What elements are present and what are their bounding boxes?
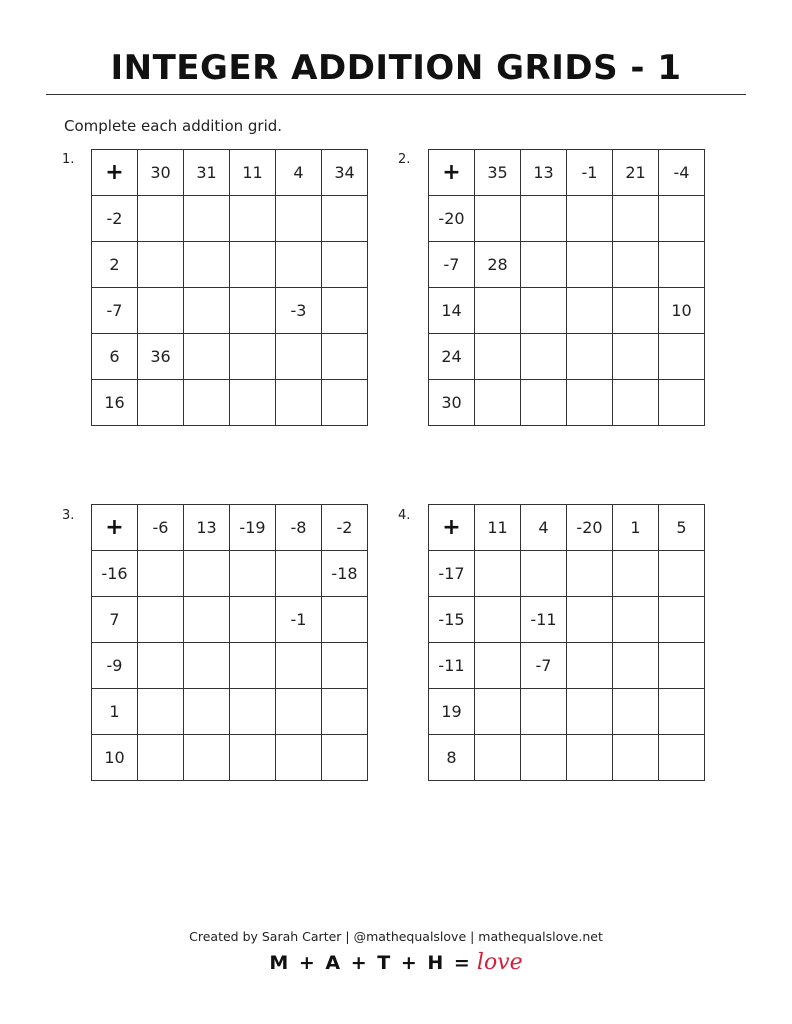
grid-row [92, 242, 368, 288]
grid-cell: -18 [322, 551, 368, 597]
grid-column-header: 30 [138, 150, 184, 196]
grid-cell [567, 689, 613, 735]
grid-cell [276, 196, 322, 242]
grid-cell [184, 242, 230, 288]
grid-cell [184, 551, 230, 597]
grid-column-header: -19 [230, 505, 276, 551]
grid-cell: 10 [659, 288, 705, 334]
grid-cell [184, 643, 230, 689]
grid-row-header: -7 [92, 288, 138, 334]
grid-column-header: 31 [184, 150, 230, 196]
grid-cell [138, 689, 184, 735]
grid-cell [184, 334, 230, 380]
grid-cell [138, 288, 184, 334]
grid-cell [567, 380, 613, 426]
grid-row [92, 334, 368, 380]
grid-cell [659, 735, 705, 781]
grid-cell: -7 [521, 643, 567, 689]
grid-row-header: -7 [429, 242, 475, 288]
grid-column-header: 4 [276, 150, 322, 196]
grid-row [429, 689, 705, 735]
grid-cell [613, 551, 659, 597]
grid-cell [475, 288, 521, 334]
grid-cell [521, 288, 567, 334]
grid-cell [659, 380, 705, 426]
grid-column-header: 34 [322, 150, 368, 196]
grid-cell [567, 551, 613, 597]
grid-cell [521, 735, 567, 781]
grid-cell [567, 597, 613, 643]
grid-cell [659, 551, 705, 597]
grid-cell [276, 242, 322, 288]
grid-row-header: 10 [92, 735, 138, 781]
grid-column-header: 21 [613, 150, 659, 196]
grid-cell [230, 551, 276, 597]
brand-letters: M + A + T + H = [269, 952, 472, 974]
grid-column-header: 35 [475, 150, 521, 196]
grid-cell: -1 [276, 597, 322, 643]
grid-cell [322, 334, 368, 380]
grid-row [429, 288, 705, 334]
grid-cell [230, 689, 276, 735]
grid-row-header: -2 [92, 196, 138, 242]
grid-header-row [92, 150, 368, 196]
grid-cell [475, 735, 521, 781]
grid-row [429, 735, 705, 781]
grid-cell [613, 196, 659, 242]
addition-grid [428, 504, 705, 781]
grid-row [92, 380, 368, 426]
grid-cell [613, 643, 659, 689]
grid-column-header: 11 [230, 150, 276, 196]
plus-sign: + [429, 150, 475, 196]
grid-cell [322, 597, 368, 643]
grid-cell [521, 689, 567, 735]
brand-logo [0, 950, 792, 975]
grid-cell [276, 334, 322, 380]
grid-cell: -11 [521, 597, 567, 643]
grid-cell [230, 242, 276, 288]
grid-cell [276, 643, 322, 689]
grid-cell [230, 288, 276, 334]
grid-cell [138, 551, 184, 597]
footer-credit: Created by Sarah Carter | @mathequalslove | mathequalslove.net [189, 929, 603, 944]
grid-cell [276, 551, 322, 597]
grid-cell [184, 380, 230, 426]
grid-column-header: -1 [567, 150, 613, 196]
grid-cell [613, 242, 659, 288]
addition-grid [91, 504, 368, 781]
grid-cell [521, 334, 567, 380]
grid-cell [475, 689, 521, 735]
grid-column-header: 11 [475, 505, 521, 551]
plus-sign: + [429, 505, 475, 551]
grid-cell [184, 288, 230, 334]
problem-number: 2. [398, 152, 411, 167]
grid-cell [230, 380, 276, 426]
grid-cell [184, 689, 230, 735]
grid-cell [659, 334, 705, 380]
grid-cell [276, 735, 322, 781]
grid-row [92, 735, 368, 781]
grid-row-header: -15 [429, 597, 475, 643]
grid-cell [613, 689, 659, 735]
grid-column-header: -8 [276, 505, 322, 551]
grid-cell [659, 689, 705, 735]
grid-cell [613, 597, 659, 643]
grid-cell [138, 735, 184, 781]
problem-number: 4. [398, 508, 411, 523]
grid-row-header: 1 [92, 689, 138, 735]
grid-column-header: -20 [567, 505, 613, 551]
grid-header-row [92, 505, 368, 551]
grid-cell [322, 380, 368, 426]
grid-cell [475, 334, 521, 380]
grid-row-header: -9 [92, 643, 138, 689]
title-divider [46, 94, 746, 95]
grid-column-header: 13 [521, 150, 567, 196]
grid-row-header: 14 [429, 288, 475, 334]
grid-cell [322, 196, 368, 242]
grid-row-header: 8 [429, 735, 475, 781]
grid-cell [230, 597, 276, 643]
grid-cell [138, 196, 184, 242]
grid-cell [521, 551, 567, 597]
grid-cell: 28 [475, 242, 521, 288]
grid-row [92, 196, 368, 242]
grid-row-header: 2 [92, 242, 138, 288]
grid-column-header: -6 [138, 505, 184, 551]
grid-row [429, 196, 705, 242]
grid-row [429, 597, 705, 643]
grid-cell [138, 380, 184, 426]
grid-row [429, 334, 705, 380]
grid-column-header: -2 [322, 505, 368, 551]
grid-cell [567, 242, 613, 288]
grid-column-header: -4 [659, 150, 705, 196]
problem-number: 1. [62, 152, 75, 167]
grid-cell [184, 597, 230, 643]
grid-cell [475, 551, 521, 597]
grid-row-header: -20 [429, 196, 475, 242]
grid-row-header: 19 [429, 689, 475, 735]
addition-grid [428, 149, 705, 426]
grid-row-header: -17 [429, 551, 475, 597]
grid-row [92, 689, 368, 735]
grid-cell [613, 334, 659, 380]
grid-cell [567, 735, 613, 781]
grid-row-header: -16 [92, 551, 138, 597]
grid-cell [230, 643, 276, 689]
grid-cell [276, 689, 322, 735]
grid-row-header: 30 [429, 380, 475, 426]
grid-cell [567, 643, 613, 689]
grid-cell [475, 597, 521, 643]
grid-row-header: 16 [92, 380, 138, 426]
grid-cell [659, 242, 705, 288]
grid-cell [276, 380, 322, 426]
grid-cell [567, 196, 613, 242]
grid-cell [230, 196, 276, 242]
grid-cell [659, 597, 705, 643]
grid-row [92, 597, 368, 643]
grid-column-header: 13 [184, 505, 230, 551]
grid-cell [521, 242, 567, 288]
grid-row [429, 242, 705, 288]
grid-cell [567, 288, 613, 334]
plus-sign: + [92, 150, 138, 196]
grid-cell [475, 643, 521, 689]
grid-column-header: 4 [521, 505, 567, 551]
grid-row [92, 551, 368, 597]
grid-cell: -3 [276, 288, 322, 334]
grid-column-header: 5 [659, 505, 705, 551]
addition-grid [91, 149, 368, 426]
grid-row [429, 643, 705, 689]
grid-cell [613, 735, 659, 781]
grid-cell [230, 334, 276, 380]
grid-row [429, 551, 705, 597]
grid-row-header: 7 [92, 597, 138, 643]
problem-number: 3. [62, 508, 75, 523]
grid-cell [184, 735, 230, 781]
grid-cell [322, 643, 368, 689]
grid-cell [322, 689, 368, 735]
grid-cell [230, 735, 276, 781]
page-title: INTEGER ADDITION GRIDS - 1 [110, 48, 682, 88]
grid-cell [138, 597, 184, 643]
grid-cell [659, 196, 705, 242]
grid-cell [322, 735, 368, 781]
grid-row-header: -11 [429, 643, 475, 689]
grid-row [429, 380, 705, 426]
instructions: Complete each addition grid. [64, 117, 283, 135]
grid-header-row [429, 505, 705, 551]
grid-row [92, 643, 368, 689]
brand-word: love [476, 950, 523, 975]
grid-row [92, 288, 368, 334]
grid-cell [138, 242, 184, 288]
grid-cell [567, 334, 613, 380]
grid-cell [322, 242, 368, 288]
grid-cell: 36 [138, 334, 184, 380]
grid-row-header: 6 [92, 334, 138, 380]
grid-cell [184, 196, 230, 242]
grid-cell [322, 288, 368, 334]
grid-cell [475, 196, 521, 242]
grid-cell [659, 643, 705, 689]
grid-header-row [429, 150, 705, 196]
grid-row-header: 24 [429, 334, 475, 380]
grid-cell [475, 380, 521, 426]
grid-cell [613, 380, 659, 426]
grid-cell [138, 643, 184, 689]
grid-cell [521, 196, 567, 242]
plus-sign: + [92, 505, 138, 551]
grid-column-header: 1 [613, 505, 659, 551]
grid-cell [521, 380, 567, 426]
grid-cell [613, 288, 659, 334]
